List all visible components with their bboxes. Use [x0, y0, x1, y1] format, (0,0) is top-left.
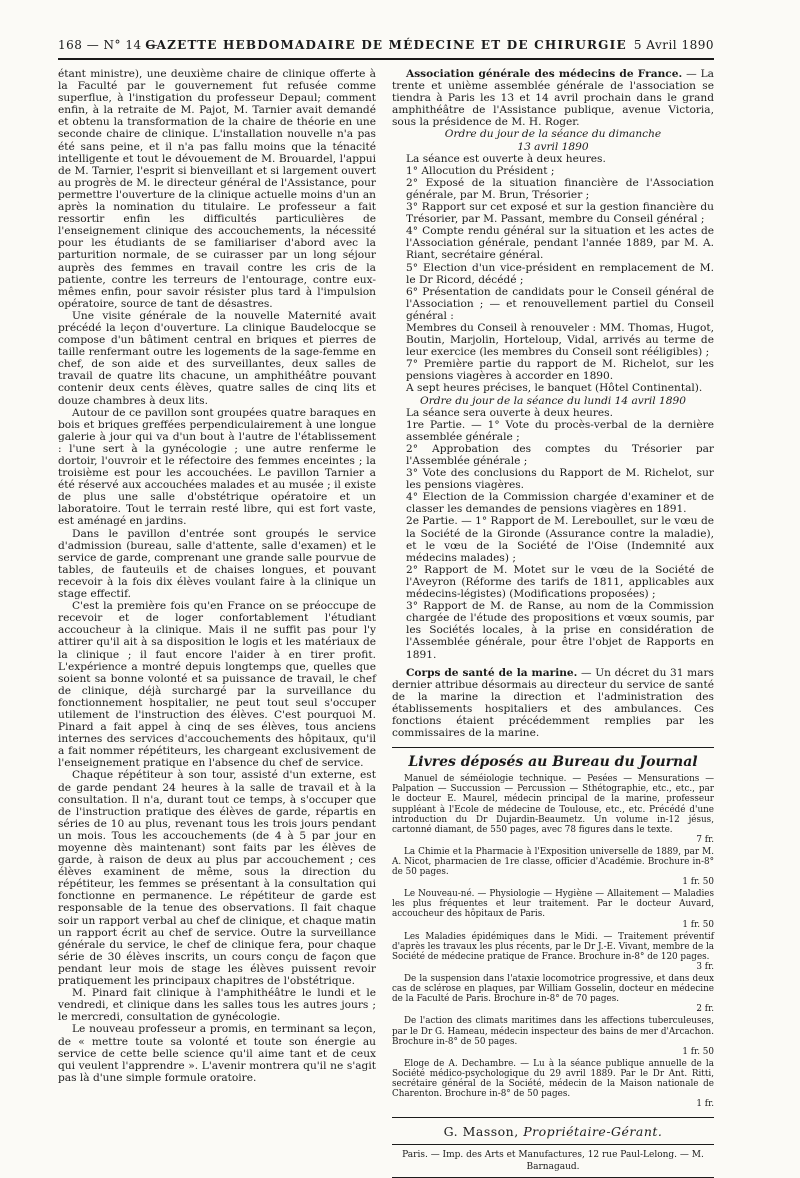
paragraph: Une visite générale de la nouvelle Maternité avait précédé la leçon d'ouverture. La clinique Baudelocque se compose d'un bâtiment central en briques et pierres de taille renfermant outre les logements de la sage-femme en chef, de son aide et des surveillantes, deux salles de travail de quatre lits chacune, un amphithéâtre pouvant contenir deux cents élèves, quatre salles de cinq lits et douze chambres à deux lits. [58, 309, 376, 407]
agenda-item: 4° Election de la Commission chargée d'examiner et de classer les demandes de pensions viagères en 1891. [406, 491, 714, 516]
association-intro: — La trente et unième assemblée générale de l'association se tiendra à Paris les 13 et 14 avril prochain dans le grand amphithéâtre de l'Assistance publique, avenue Victoria, sous la présidence de M. H. Roger. [392, 68, 715, 129]
marine-notice [392, 667, 714, 740]
publisher-name: G. Masson, [443, 1124, 519, 1140]
book-entry [392, 932, 714, 972]
book-entry [392, 1059, 714, 1109]
book-entry [392, 847, 714, 887]
book-entry [392, 974, 714, 1014]
page-header [58, 36, 714, 60]
page-number: 168 — N° 14 — [58, 38, 159, 52]
agenda-item: A sept heures précises, le banquet (Hôtel Continental). [406, 382, 703, 395]
paragraph: étant ministre), une deuxième chaire de clinique offerte à la Faculté par le gouvernement fut refusée comme superflue, à l'instigation du professeur Depaul; comment enfin, à la retraite de M. Pajot, M. Tarnier avait demandé et obtenu la transformation de la chaire de théorie en une seconde chaire de clinique. L'installation nouvelle n'a pas été sans peine, et il n'a pas fallu moins que la ténacité intelligente et tout le dévouement de M. Brouardel, l'appui de M. Tarnier, l'esprit si bienveillant et si largement ouvert au progrès de M. le directeur général de l'Assistance, pour permettre l'ouverture de la clinique actuelle moins d'un an après la nomination du titulaire. Le professeur a fait ressortir enfin les difficultés particulières de l'enseignement clinique des accouchements, la nécessité pour les étudiants de se familiariser d'abord avec la parturition normale, de se cuirasser par un long séjour auprès des femmes en travail contre les cris de la patiente, contre les terreurs de l'entourage, contre eux-mêmes enfin, pour savoir résister plus tard à l'impulsion opératoire, source de tant de désastres. [58, 68, 376, 310]
agenda-item: 3° Vote des conclusions du Rapport de M. Richelot, sur les pensions viagères. [406, 467, 714, 492]
printer-imprint: Paris. — Imp. des Arts et Manufactures, 12 rue Paul-Lelong. — M. Barnagaud. [392, 1144, 714, 1177]
book-description: La Chimie et la Pharmacie à l'Exposition universelle de 1889, par M. A. Nicot, pharmacien de 1re classe, officier d'Académie. Brochure in-8° de 50 pages. [392, 846, 714, 878]
agenda-item: La séance sera ouverte à deux heures. [406, 406, 613, 419]
agenda-list-day1 [392, 153, 714, 395]
agenda-list-day2 [392, 407, 714, 661]
book-price: 1 fr. 50 [682, 877, 714, 888]
section-divider [392, 1117, 714, 1118]
issue-date: 5 Avril 1890 [633, 38, 714, 52]
agenda-heading-day2: Ordre du jour de la séance du lundi 14 avril 1890 [420, 394, 686, 407]
agenda-item: 3° Rapport de M. de Ranse, au nom de la Commission chargée de l'étude des propositions et vœux soumis, par les Sociétés locales, à la prise en considération de l'Assemblée générale, pour être l'objet de Rapports en 1891. [406, 600, 714, 661]
agenda-item: 4° Compte rendu général sur la situation et les actes de l'Association générale, pendant l'année 1889, par M. A. Riant, secrétaire général. [406, 225, 714, 262]
association-notice [392, 68, 714, 128]
agenda-item: 6° Présentation de candidats pour le Conseil général de l'Association ; — et renouvellement partiel du Conseil général : [406, 285, 714, 322]
book-entry [392, 1016, 714, 1056]
right-column [392, 68, 714, 1178]
publisher-role: Propriétaire-Gérant. [523, 1124, 663, 1140]
paragraph: Le nouveau professeur a promis, en terminant sa leçon, de « mettre toute sa volonté et toute son énergie au service de cette belle science qu'il aime tant et de ceux qui veulent l'apprendre ». L'avenir montrera qu'il ne s'agit pas là d'une simple formule oratoire. [58, 1023, 376, 1084]
book-price: 7 fr. [696, 834, 714, 845]
paragraph: Autour de ce pavillon sont groupées quatre baraques en bois et briques greffées perpendiculairement à une longue galerie à jour qui va d'un bout à l'autre de l'établissement : l'une sert à la gynécologie ; une autre renferme le dortoir, l'ouvroir et le réfectoire des femmes enceintes ; la troisième est pour les accouchées. Le pavillon Tarnier a été réservé aux accouchées malades et au musée ; il existe de plus une salle d'obstétrique opératoire et un laboratoire. Tout le terrain resté libre, qui est fort vaste, est aménagé en jardins. [58, 406, 376, 528]
agenda-item: 5° Election d'un vice-président en remplacement de M. le Dr Ricord, décédé ; [406, 261, 714, 286]
paragraph: C'est la première fois qu'en France on se préoccupe de recevoir et de loger confortablement l'étudiant accoucheur à la clinique. Mais il ne suffit pas pour l'y attirer qu'il ait à sa disposition le logis et les matériaux de la clinique ; il faut encore l'aider à en tirer profit. L'expérience a montré depuis longtemps que, quelles que soient sa bonne volonté et sa puissance de travail, le chef de clinique, déjà surchargé par la surveillance du fonctionnement hospitalier, ne peut tout seul s'occuper utilement de l'instruction des élèves. C'est pourquoi M. Pinard a fait appel à cinq de ses élèves, tous anciens internes des services d'accouchements des hôpitaux, qu'il a fait nommer répétiteurs, les chargeant exclusivement de l'enseignement pratique en l'absence du chef de service. [58, 600, 376, 770]
agenda-item: 1re Partie. — 1° Vote du procès-verbal de la dernière assemblée générale ; [406, 418, 714, 443]
book-entry [392, 774, 714, 845]
agenda-item: 2° Rapport de M. Motet sur le vœu de la Société de l'Aveyron (Réforme des tarifs de 1811, applicables aux médecins-légistes) (Modifications proposées) ; [406, 563, 714, 601]
agenda-item: 3° Rapport sur cet exposé et sur la gestion financière du Trésorier, par M. Passant, membre du Conseil général ; [406, 201, 714, 226]
book-description: Manuel de séméiologie technique. — Pesées — Mensurations — Palpation — Succussion — Percussion — Sthétographie, etc., etc., par le docteur E. Maurel, médecin principal de la marine, professeur suppléant à l'Ecole de médecine de Toulouse, etc., etc. Précédé d'une introduction du Dr Dujardin-Beaumetz. Un volume in-12 jésus, cartonné diamant, de 550 pages, avec 78 figures dans le texte. [392, 774, 714, 835]
agenda-item: 7° Première partie du rapport de M. Richelot, sur les pensions viagères à accorder en 1890. [406, 358, 714, 383]
books-list [392, 774, 714, 1109]
book-price: 2 fr. [696, 1004, 714, 1015]
book-description: Le Nouveau-né. — Physiologie — Hygiène — Allaitement — Maladies les plus fréquentes et leur traitement. Par le docteur Auvard, accoucheur des hôpitaux de Paris. [392, 889, 714, 920]
agenda-item: 1° Allocution du Président ; [406, 164, 555, 177]
left-column [58, 68, 376, 1084]
agenda-item: La séance est ouverte à deux heures. [406, 152, 606, 165]
book-description: Eloge de A. Dechambre. — Lu à la séance publique annuelle de la Société médico-psychologique du 29 avril 1889. Par le Dr Ant. Ritti, secrétaire général de la Société, médecin de la Maison nationale de Charenton. Brochure in-8° de 50 pages. [392, 1058, 714, 1100]
books-section-title: Livres déposés au Bureau du Journal [408, 754, 698, 771]
agenda-item: 2° Exposé de la situation financière de l'Association générale, par M. Brun, Trésorier ; [406, 176, 714, 201]
book-description: Les Maladies épidémiques dans le Midi. — Traitement préventif d'après les travaux les plus récents, par le Dr J.-E. Vivant, membre de la Société de médecine pratique de France. Brochure in-8° de 120 pages. [392, 931, 715, 962]
marine-title: Corps de santé de la marine. [406, 666, 578, 679]
journal-title: GAZETTE HEBDOMADAIRE DE MÉDECINE ET DE CHIRURGIE [145, 38, 627, 52]
paragraph: M. Pinard fait clinique à l'amphithéâtre le lundi et le vendredi, et clinique dans les salles tous les autres jours ; le mercredi, consultation de gynécologie. [58, 987, 376, 1024]
book-entry [392, 889, 714, 929]
agenda-item: Membres du Conseil à renouveler : MM. Thomas, Hugot, Boutin, Marjolin, Horteloup, Vidal, arrivés au terme de leur exercice (les membres du Conseil sont rééligibles) ; [406, 321, 714, 359]
association-title: Association générale des médecins de France. [406, 68, 683, 80]
agenda-heading-day1: Ordre du jour de la séance du dimanche [444, 128, 662, 141]
publisher-line [392, 1126, 714, 1138]
book-description: De l'action des climats maritimes dans les affections tuberculeuses, par le Dr G. Hameau, médecin inspecteur des bains de mer d'Arcachon. Brochure in-8° de 50 pages. [392, 1016, 714, 1047]
book-price: 3 fr. [696, 961, 714, 972]
agenda-item: 2e Partie. — 1° Rapport de M. Lereboullet, sur le vœu de la Société de la Gironde (Assurance contre la maladie), et le vœu de la Société de l'Oise (Indemnité aux médecins malades) ; [406, 515, 714, 564]
book-price: 1 fr. 50 [682, 1046, 714, 1057]
section-divider [392, 747, 714, 748]
paragraph: Dans le pavillon d'entrée sont groupés le service d'admission (bureau, salle d'attente, salle d'examen) et le service de garde, comprenant une grande salle pourvue de tables, de fauteuils et de chaises longues, et pouvant recevoir à la fois dix élèves voulant faire à la clinique un stage effectif. [58, 527, 376, 601]
book-description: De la suspension dans l'ataxie locomotrice progressive, et dans deux cas de sclérose en plaques, par William Gosselin, docteur en médecine de la Faculté de Paris. Brochure in-8° de 70 pages. [392, 974, 714, 1005]
agenda-item: 2° Approbation des comptes du Trésorier par l'Assemblée générale ; [406, 442, 714, 467]
agenda-date-day1: 13 avril 1890 [517, 140, 589, 153]
book-price: 1 fr. [696, 1099, 714, 1110]
marine-text: — Un décret du 31 mars dernier attribue désormais au directeur du service de santé de la marine la direction et l'administration des établissements hospitaliers et des ambulances. Ces fonctions étaient précédemment remplies par les commissaires de la marine. [392, 666, 714, 740]
paragraph: Chaque répétiteur à son tour, assisté d'un externe, est de garde pendant 24 heures à la salle de travail et à la consultation. Il n'a, durant tout ce temps, à s'occuper que de l'instruction pratique des élèves de garde, répartis en séries de 10 au plus, revenant tous les trois jours pendant un mois. Tous les accouchements (de 4 à 5 par jour en moyenne dès maintenant) sont faits par les élèves de garde, à raison de deux au plus par accouchement ; ces élèves examinent de même, sous la direction du répétiteur, les femmes se présentant à la consultation qui fonctionne en permanence. Le répétiteur de garde est responsable de la tenue des observations. Il fait chaque soir un rapport verbal au chef de clinique, et chaque matin un rapport écrit au chef de service. Outre la surveillance générale du service, le chef de clinique fera, pour chaque série de 30 élèves inscrits, un cours conçu de façon que pendant leur mois de stage les élèves puissent revoir pratiquement les principaux chapitres de l'obstétrique. [58, 769, 376, 988]
book-price: 1 fr. 50 [682, 919, 714, 930]
